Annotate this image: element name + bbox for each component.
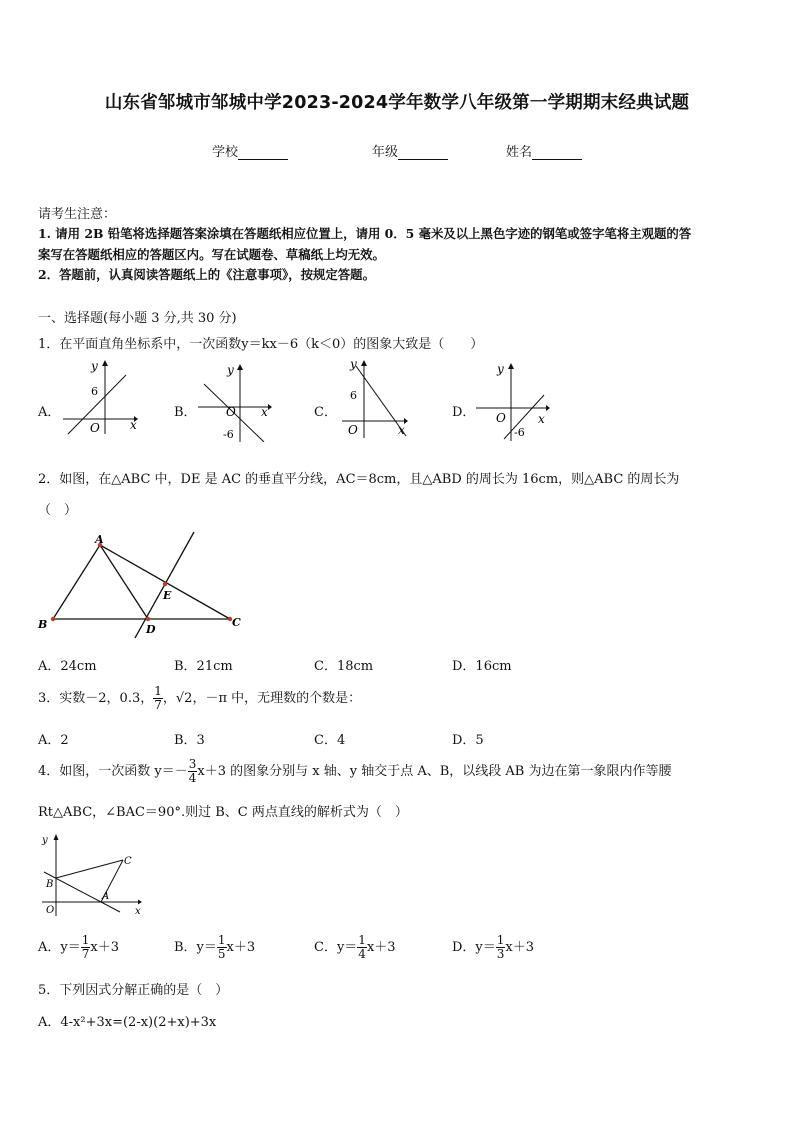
q4-option-b-fraction [217,934,227,961]
q4-option-d[interactable] [452,933,534,963]
q3-stem: 3．实数－2，0.3， $\frac{1}{7}$ ，√2，－π 中，无理数的个数是： [38,684,362,712]
q4-option-b-suffix: x＋3 [226,940,256,955]
x-label: x [398,423,405,437]
q1-option-a-label[interactable]: A． [38,405,61,420]
q3-fraction [153,685,163,712]
label-a: A [95,533,104,546]
q4-option-a[interactable] [38,933,119,963]
q3-option-c[interactable]: C．4 [314,733,346,748]
origin-label: O [348,423,358,437]
school-label: 学校 [212,145,239,160]
q1-graph-b [196,362,276,442]
q3-fraction-denominator: 7 [154,698,162,712]
q2-option-c[interactable]: C．18cm [314,659,374,674]
q4-option-d-suffix: x＋3 [505,940,535,955]
q3-option-b[interactable]: B．3 [174,733,205,748]
intercept-label: 6 [91,385,98,398]
q1-option-d-label[interactable]: D． [452,405,476,420]
notice-line-1b: 案写在答题纸相应的答题区内。写在试题卷、草稿纸上均无效。 [38,247,385,262]
school-blank[interactable] [238,145,288,160]
numerator: 1 [358,933,366,947]
name-field [506,141,582,160]
label-b: B [46,879,54,890]
denominator: 5 [217,947,226,961]
y-axis-arrow [102,360,108,366]
label-d: D [146,623,156,636]
origin-label: O [46,905,55,916]
intercept-label: 6 [350,389,357,402]
q4-option-c-fraction [357,934,367,961]
q4-fraction-denominator: 4 [188,771,197,785]
denominator: 7 [81,947,90,961]
origin-label: O [90,421,100,435]
y-axis-arrow [361,360,367,366]
q5-option-a[interactable]: A．4-x²+3x=(2-x)(2+x)+3x [38,1015,217,1030]
y-label: y [497,362,504,376]
q3-option-a[interactable]: A．2 [38,733,69,748]
q1-graph-a [58,358,138,438]
q3-stem-end: ，－π 中，无理数的个数是： [192,691,362,706]
q4-option-b-prefix: B．y＝ [174,940,217,955]
q4-option-a-fraction [81,934,91,961]
numerator: 1 [81,933,90,947]
q4-option-c-prefix: C．y＝ [314,940,358,955]
label-c: C [124,856,132,867]
segment-bc [56,860,123,878]
notice-line-1a: 1. 请用 2B 铅笔将选择题答案涂填在答题纸相应位置上，请用 0．5 毫米及以上黑色字迹的钢笔或签字笔将主观题的答 [38,226,692,241]
q4-stem-line-2: Rt△ABC，∠BAC＝90°.则过 B、C 两点直线的解析式为（ ） [38,805,408,820]
x-axis-arrow [268,404,272,410]
y-axis-arrow [508,363,514,369]
label-a: A [102,891,110,902]
q1-stem: 1．在平面直角坐标系中，一次函数y＝kx－6（k＜0）的图象大致是（ ） [38,337,484,352]
intercept-label: -6 [223,428,234,441]
q4-fraction [188,758,198,785]
point-d [146,617,150,621]
origin-label: O [496,411,506,425]
q4-fraction-numerator: 3 [188,757,197,771]
notice-heading: 请考生注意： [38,207,117,222]
y-axis-arrow [54,834,59,840]
name-label: 姓名 [506,145,533,160]
q4-stem-line-1 [38,757,671,787]
q2-stem: 2．如图，在△ABC 中，DE 是 AC 的垂直平分线，AC＝8cm，且△ABD 的周长为 16cm，则△ABC 的周长为 [38,472,680,487]
q1-graph-c [334,356,414,441]
point-b [51,617,55,621]
q2-option-d[interactable]: D．16cm [452,659,512,674]
q4-option-d-fraction [496,934,506,961]
intercept-label: -6 [514,426,525,439]
q3-sqrt: √2 [175,691,193,706]
grade-field [372,141,448,160]
q3-option-d[interactable]: D．5 [452,733,484,748]
q4-option-b[interactable] [174,933,255,963]
grade-blank[interactable] [398,145,448,160]
q1-option-b-label[interactable]: B． [174,405,197,420]
segment-ad [100,545,148,619]
y-label: y [42,835,48,846]
q4-option-a-suffix: x＋3 [90,940,119,955]
side-ab [53,545,100,619]
y-label: y [227,363,234,377]
page-title: 山东省邹城市邹城中学2023-2024学年数学八年级第一学期期末经典试题 [104,93,690,113]
school-field [212,141,288,160]
q1-option-c-label[interactable]: C． [314,405,337,420]
notice-line-2: 2．答题前，认真阅读答题纸上的《注意事项》，按规定答题。 [38,267,375,282]
q4-option-d-prefix: D．y＝ [452,940,496,955]
q2-option-a[interactable]: A．24cm [38,659,97,674]
q2-option-b[interactable]: B．21cm [174,659,233,674]
numerator: 1 [496,933,505,947]
section-heading: 一、选择题(每小题 3 分,共 30 分) [38,311,237,326]
q2-paren: （ ） [38,503,78,518]
q4-option-c-suffix: x＋3 [366,940,396,955]
origin-label: O [226,405,236,419]
x-label: x [538,412,545,426]
q2-figure [34,530,254,642]
denominator: 4 [358,947,366,961]
name-blank[interactable] [532,145,582,160]
q4-stem-rest: x＋3 的图象分别与 x 轴、y 轴交于点 A、B，以线段 AB 为边在第一象限内作等腰 [197,764,672,779]
denominator: 3 [496,947,505,961]
q4-option-c[interactable] [314,933,396,963]
q1-graph-d [474,361,554,441]
q4-stem-start: 4．如图，一次函数 y＝－ [38,764,188,779]
q3-fraction-numerator: 1 [154,684,162,698]
q5-stem: 5．下列因式分解正确的是（ ） [38,983,229,998]
grade-label: 年级 [372,145,399,160]
x-axis-arrow [546,405,550,411]
label-e: E [163,589,172,602]
y-label: y [91,359,98,373]
x-axis-arrow [138,900,142,905]
y-label: y [350,357,357,371]
x-label: x [135,906,141,917]
x-label: x [130,418,137,432]
numerator: 1 [217,933,226,947]
point-e [163,582,167,586]
q3-stem-start: 3．实数－2，0.3， [38,691,154,706]
q4-option-a-prefix: A．y＝ [38,940,81,955]
label-b: B [38,618,48,631]
y-axis-arrow [237,364,243,370]
q4-figure [36,832,151,918]
x-label: x [261,405,268,419]
label-c: C [232,616,241,629]
